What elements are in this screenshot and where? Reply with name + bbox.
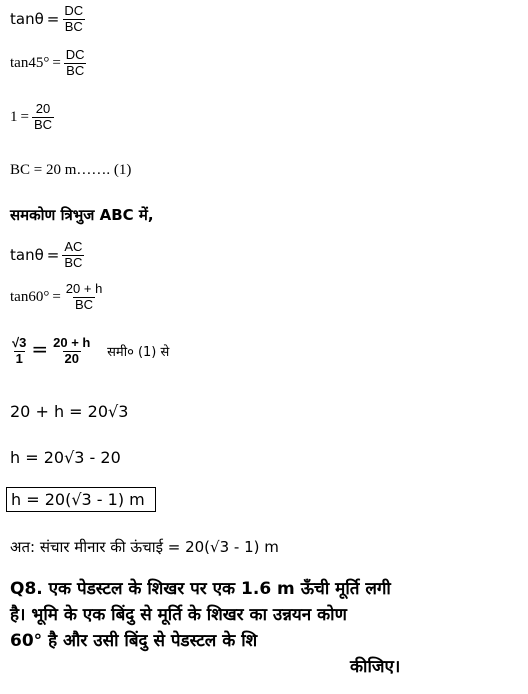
question-line-3: 60° है और उसी बिंदु से पेडस्टल के शि xyxy=(10,631,258,651)
eq-tan45 xyxy=(10,48,87,79)
eq-one-equals xyxy=(10,102,54,133)
reference-note: समी० (1) से xyxy=(107,344,170,360)
fraction xyxy=(64,48,87,79)
denominator: BC xyxy=(64,254,83,270)
numerator: 20 + h xyxy=(65,281,103,296)
fraction-right xyxy=(51,336,92,367)
eq-tan-theta-dc-bc xyxy=(10,4,85,35)
numerator: AC xyxy=(64,239,83,254)
fraction xyxy=(62,4,85,35)
numerator: √3 xyxy=(12,335,27,350)
denominator: 20 xyxy=(64,350,79,366)
eq-sign: = xyxy=(52,54,61,71)
numerator: DC xyxy=(65,47,85,62)
fraction xyxy=(62,240,84,271)
question-line-2: है। भूमि के एक बिंदु से मूर्ति के शिखर का उन्नयन कोण xyxy=(10,605,347,625)
eq-sign: = xyxy=(31,336,49,361)
eq-lhs: tanθ xyxy=(10,9,44,28)
eq-lhs: tanθ xyxy=(10,245,44,264)
denominator: BC xyxy=(33,116,53,132)
eq-lhs: tan45° xyxy=(10,54,50,71)
numerator: 20 xyxy=(35,101,51,116)
eq-20-plus-h: 20 + h = 20√3 xyxy=(10,402,129,421)
numerator: 20 + h xyxy=(53,335,91,350)
eq-root3-ratio xyxy=(10,336,169,367)
eq-h-minus: h = 20√3 - 20 xyxy=(10,448,121,467)
denominator: 1 xyxy=(15,350,23,366)
question-line-4: कीजिए। xyxy=(350,657,401,677)
numerator: DC xyxy=(64,3,84,18)
eq-bc-20: BC = 20 m……. (1) xyxy=(10,162,132,178)
eq-lhs: tan60° xyxy=(10,288,50,305)
eq-sign: = xyxy=(46,245,60,264)
boxed-answer: h = 20(√3 - 1) m xyxy=(6,487,156,512)
eq-tan-theta-ac-bc xyxy=(10,240,84,271)
eq-sign: = xyxy=(46,9,60,28)
question-line-1: Q8. एक पेडस्टल के शिखर पर एक 1.6 m ऊँची मूर्ति लगी xyxy=(10,579,391,599)
fraction xyxy=(32,102,54,133)
right-triangle-caption: समकोण त्रिभुज ABC में, xyxy=(10,206,154,224)
fraction xyxy=(64,282,105,313)
eq-sign: = xyxy=(52,288,61,305)
denominator: BC xyxy=(64,18,83,34)
fraction-left xyxy=(10,336,28,367)
eq-sign: = xyxy=(20,108,29,125)
conclusion-line: अत: संचार मीनार की ऊंचाई = 20(√3 - 1) m xyxy=(10,538,279,556)
question-text xyxy=(10,576,520,680)
final-answer-box xyxy=(6,490,156,509)
eq-lhs: 1 xyxy=(10,108,18,125)
denominator: BC xyxy=(66,62,85,78)
eq-tan60 xyxy=(10,282,104,313)
denominator: BC xyxy=(75,296,94,312)
